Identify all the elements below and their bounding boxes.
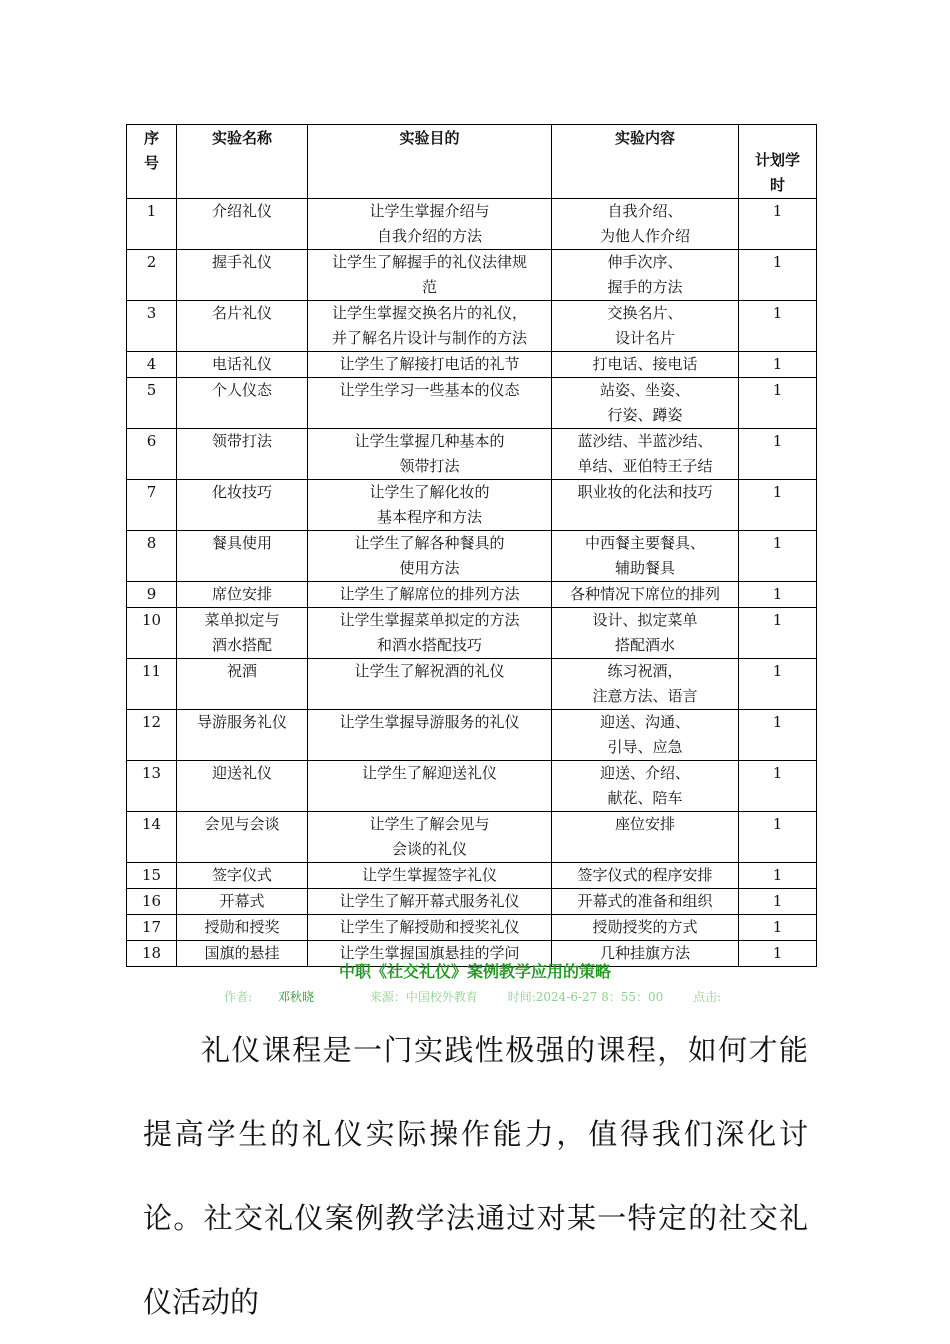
cell-content-line: 打电话、接电话 [592, 355, 698, 373]
cell-purpose [308, 301, 552, 352]
cell-purpose-line: 让学生了解祝酒的礼仪 [354, 662, 505, 680]
cell-name [177, 710, 308, 761]
cell-name-line: 席位安排 [211, 585, 272, 603]
cell-name [177, 250, 308, 301]
cell-purpose-line: 让学生了解握手的礼仪法律规 [331, 253, 527, 271]
cell-content [552, 608, 739, 659]
cell-index: 8 [127, 531, 177, 582]
cell-index: 15 [127, 863, 177, 889]
cell-content-line: 迎送、沟通、 [599, 713, 690, 731]
cell-content-line: 握手的方法 [607, 278, 683, 296]
cell-content [552, 889, 739, 915]
cell-content [552, 352, 739, 378]
meta-source: 来源：中国校外教育 [369, 990, 478, 1004]
cell-purpose [308, 352, 552, 378]
cell-purpose [308, 659, 552, 710]
table-row [127, 352, 817, 378]
table-row [127, 761, 817, 812]
header-hours: 计划学 时 [739, 125, 817, 199]
cell-name-line: 领带打法 [211, 432, 272, 450]
cell-purpose [308, 480, 552, 531]
cell-index: 16 [127, 889, 177, 915]
cell-purpose-line: 让学生了解接打电话的礼节 [339, 355, 520, 373]
cell-content-line: 设计名片 [614, 329, 675, 347]
cell-index: 7 [127, 480, 177, 531]
cell-purpose [308, 531, 552, 582]
table-row [127, 863, 817, 889]
cell-purpose [308, 915, 552, 941]
cell-hours: 1 [739, 889, 817, 915]
cell-purpose-line: 范 [421, 278, 437, 296]
cell-content-line: 职业妆的化法和技巧 [577, 483, 713, 501]
author-name: 邓秋晓 [278, 990, 315, 1004]
article-meta [224, 988, 747, 1005]
cell-purpose-line: 让学生掌握交换名片的礼仪， [331, 304, 527, 322]
cell-name-line: 介绍礼仪 [211, 202, 272, 220]
cell-name [177, 378, 308, 429]
header-index: 序 号 [127, 125, 177, 199]
cell-hours: 1 [739, 531, 817, 582]
cell-content-line: 签字仪式的程序安排 [577, 866, 713, 884]
cell-name [177, 608, 308, 659]
table-row [127, 608, 817, 659]
cell-purpose-line: 并了解名片设计与制作的方法 [331, 329, 527, 347]
cell-purpose-line: 让学生掌握菜单拟定的方法 [339, 611, 520, 629]
cell-hours: 1 [739, 582, 817, 608]
table-body [127, 199, 817, 967]
cell-content-line: 中西餐主要餐具、 [584, 534, 705, 552]
cell-index: 12 [127, 710, 177, 761]
cell-name [177, 889, 308, 915]
table-row [127, 582, 817, 608]
cell-name-line: 电话礼仪 [211, 355, 272, 373]
cell-name-line: 导游服务礼仪 [196, 713, 287, 731]
cell-name [177, 915, 308, 941]
cell-index: 13 [127, 761, 177, 812]
cell-name-line: 化妆技巧 [211, 483, 272, 501]
cell-purpose-line: 让学生了解化妆的 [369, 483, 490, 501]
table-row [127, 889, 817, 915]
cell-index: 4 [127, 352, 177, 378]
cell-name-line: 菜单拟定与 [204, 611, 280, 629]
cell-purpose-line: 让学生了解授勋和授奖礼仪 [339, 918, 520, 936]
cell-hours: 1 [739, 659, 817, 710]
cell-content-line: 献花、陪车 [607, 789, 683, 807]
cell-purpose [308, 710, 552, 761]
cell-purpose-line: 使用方法 [399, 559, 460, 577]
cell-name-line: 迎送礼仪 [211, 764, 272, 782]
cell-content-line: 注意方法、语言 [592, 687, 698, 705]
cell-name [177, 659, 308, 710]
cell-index: 18 [127, 941, 177, 967]
cell-name [177, 582, 308, 608]
cell-content [552, 378, 739, 429]
cell-content-line: 自我介绍、 [607, 202, 683, 220]
meta-author: 作者: 邓秋晓 [224, 990, 315, 1004]
experiment-schedule-table [126, 124, 817, 967]
cell-content-line: 座位安排 [614, 815, 675, 833]
cell-content-line: 伸手次序、 [607, 253, 683, 271]
cell-purpose-line: 让学生学习一些基本的仪态 [339, 381, 520, 399]
cell-name-line: 签字仪式 [211, 866, 272, 884]
meta-time: 时间:2024-6-27 8：55：00 [507, 990, 664, 1004]
cell-content-line: 蓝沙结、半蓝沙结、 [577, 432, 713, 450]
cell-index: 1 [127, 199, 177, 250]
cell-hours: 1 [739, 863, 817, 889]
cell-name-line: 开幕式 [219, 892, 265, 910]
table-row [127, 531, 817, 582]
cell-name [177, 301, 308, 352]
cell-name-line: 国旗的悬挂 [204, 944, 280, 962]
cell-purpose-line: 会谈的礼仪 [391, 840, 467, 858]
cell-purpose-line: 自我介绍的方法 [376, 227, 482, 245]
cell-name-line: 祝酒 [226, 662, 257, 680]
cell-content [552, 531, 739, 582]
cell-content-line: 引导、应急 [607, 738, 683, 756]
cell-content [552, 199, 739, 250]
cell-content-line: 练习祝酒， [607, 662, 683, 680]
cell-purpose-line: 让学生了解迎送礼仪 [361, 764, 497, 782]
cell-hours: 1 [739, 199, 817, 250]
cell-purpose [308, 199, 552, 250]
cell-purpose-line: 基本程序和方法 [376, 508, 482, 526]
cell-content [552, 659, 739, 710]
table-row [127, 378, 817, 429]
cell-purpose [308, 429, 552, 480]
cell-purpose-line: 让学生掌握签字礼仪 [361, 866, 497, 884]
cell-content [552, 250, 739, 301]
cell-purpose [308, 863, 552, 889]
cell-purpose [308, 812, 552, 863]
cell-purpose [308, 608, 552, 659]
cell-name-line: 会见与会谈 [204, 815, 280, 833]
cell-content-line: 搭配酒水 [614, 636, 675, 654]
cell-index: 17 [127, 915, 177, 941]
cell-name [177, 199, 308, 250]
cell-index: 14 [127, 812, 177, 863]
cell-purpose-line: 领带打法 [399, 457, 460, 475]
cell-name-line: 授勋和授奖 [204, 918, 280, 936]
header-name: 实验名称 [177, 125, 308, 199]
cell-purpose [308, 378, 552, 429]
cell-purpose-line: 让学生了解开幕式服务礼仪 [339, 892, 520, 910]
table-row [127, 915, 817, 941]
header-purpose: 实验目的 [308, 125, 552, 199]
cell-content [552, 761, 739, 812]
cell-purpose [308, 889, 552, 915]
cell-index: 9 [127, 582, 177, 608]
cell-content-line: 站姿、坐姿、 [599, 381, 690, 399]
table-row [127, 199, 817, 250]
cell-content [552, 915, 739, 941]
header-content: 实验内容 [552, 125, 739, 199]
cell-hours: 1 [739, 915, 817, 941]
table-row [127, 250, 817, 301]
cell-content-line: 交换名片、 [607, 304, 683, 322]
cell-hours: 1 [739, 378, 817, 429]
cell-name [177, 812, 308, 863]
cell-hours: 1 [739, 352, 817, 378]
cell-name-line: 个人仪态 [211, 381, 272, 399]
cell-content [552, 710, 739, 761]
cell-content [552, 812, 739, 863]
cell-content [552, 582, 739, 608]
cell-content-line: 开幕式的准备和组织 [577, 892, 713, 910]
cell-purpose-line: 让学生掌握国旗悬挂的学问 [339, 944, 520, 962]
cell-content-line: 行姿、蹲姿 [607, 406, 683, 424]
cell-content [552, 480, 739, 531]
cell-purpose-line: 和酒水搭配技巧 [376, 636, 482, 654]
cell-content [552, 301, 739, 352]
cell-content-line: 几种挂旗方法 [599, 944, 690, 962]
cell-purpose [308, 761, 552, 812]
cell-name-line: 酒水搭配 [211, 636, 272, 654]
cell-name-line: 握手礼仪 [211, 253, 272, 271]
cell-content-line: 设计、拟定菜单 [592, 611, 698, 629]
cell-purpose-line: 让学生掌握导游服务的礼仪 [339, 713, 520, 731]
cell-content-line: 各种情况下席位的排列 [569, 585, 720, 603]
cell-index: 10 [127, 608, 177, 659]
table-row [127, 659, 817, 710]
cell-content [552, 429, 739, 480]
cell-name [177, 480, 308, 531]
table-row [127, 812, 817, 863]
cell-index: 2 [127, 250, 177, 301]
cell-content-line: 为他人作介绍 [599, 227, 690, 245]
cell-hours: 1 [739, 480, 817, 531]
table-row [127, 429, 817, 480]
article-paragraph: 礼仪课程是一门实践性极强的课程，如何才能提高学生的礼仪实际操作能力，值得我们深化讨论。社交礼仪案例教学法通过对某一特定的社交礼仪活动的 [143, 1033, 808, 1319]
article-title: 中职《社交礼仪》案例教学应用的策略 [338, 962, 611, 981]
cell-index: 3 [127, 301, 177, 352]
cell-purpose-line: 让学生了解各种餐具的 [354, 534, 505, 552]
cell-hours: 1 [739, 608, 817, 659]
cell-index: 6 [127, 429, 177, 480]
meta-clicks: 点击: [693, 990, 722, 1004]
cell-content [552, 863, 739, 889]
cell-content-line: 迎送、介绍、 [599, 764, 690, 782]
cell-purpose-line: 让学生掌握几种基本的 [354, 432, 505, 450]
cell-hours: 1 [739, 250, 817, 301]
table-header-row [127, 125, 817, 199]
cell-purpose-line: 让学生了解会见与 [369, 815, 490, 833]
cell-hours: 1 [739, 429, 817, 480]
cell-index: 5 [127, 378, 177, 429]
cell-name [177, 352, 308, 378]
table-row [127, 710, 817, 761]
cell-hours: 1 [739, 301, 817, 352]
cell-purpose [308, 250, 552, 301]
cell-name-line: 餐具使用 [211, 534, 272, 552]
cell-index: 11 [127, 659, 177, 710]
cell-purpose [308, 582, 552, 608]
cell-hours: 1 [739, 761, 817, 812]
table-row [127, 301, 817, 352]
cell-purpose-line: 让学生了解席位的排列方法 [339, 585, 520, 603]
cell-name [177, 429, 308, 480]
cell-content-line: 辅助餐具 [614, 559, 675, 577]
cell-name [177, 531, 308, 582]
cell-name-line: 名片礼仪 [211, 304, 272, 322]
cell-hours: 1 [739, 941, 817, 967]
table-row [127, 480, 817, 531]
cell-hours: 1 [739, 812, 817, 863]
cell-purpose-line: 让学生掌握介绍与 [369, 202, 490, 220]
cell-name [177, 863, 308, 889]
cell-content-line: 授勋授奖的方式 [592, 918, 698, 936]
cell-name [177, 761, 308, 812]
cell-hours: 1 [739, 710, 817, 761]
cell-content-line: 单结、亚伯特王子结 [577, 457, 713, 475]
